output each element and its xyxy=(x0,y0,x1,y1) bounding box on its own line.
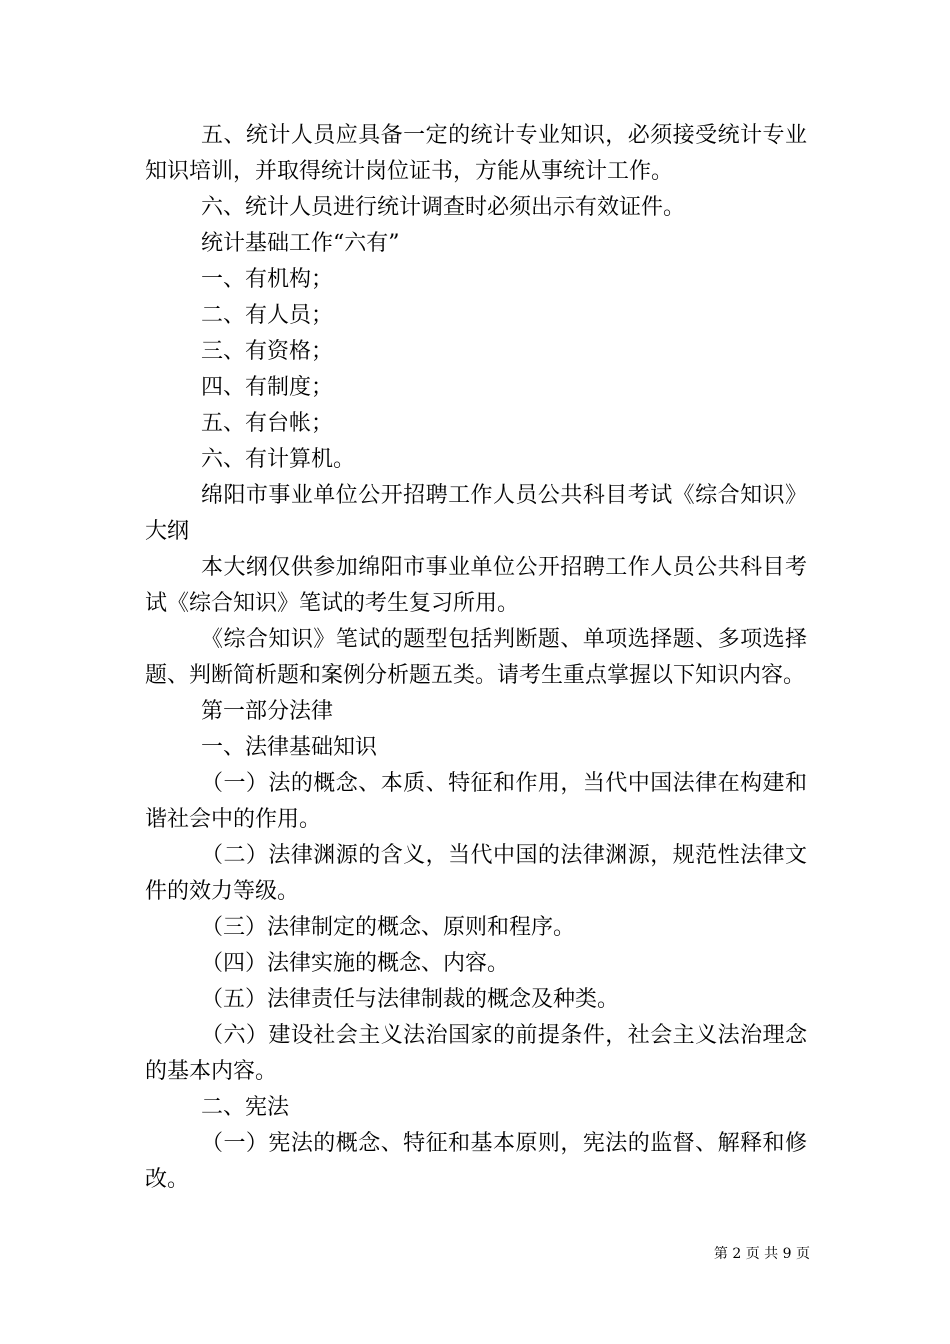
list-item: 四、有制度； xyxy=(201,375,334,400)
page-number: 第 2 页 共 9 页 xyxy=(713,1246,810,1262)
list-item: 二、有人员； xyxy=(201,303,334,328)
section-heading: 统计基础工作“六有” xyxy=(201,231,400,256)
list-item: （五）法律责任与法律制裁的概念及种类。 xyxy=(201,987,620,1012)
section-heading: 二、宪法 xyxy=(201,1095,290,1120)
part-heading: 第一部分法律 xyxy=(201,699,334,724)
list-item: （二）法律渊源的含义，当代中国的法律渊源，规范性法律文件的效力等级。 xyxy=(145,843,807,904)
section-heading: 一、法律基础知识 xyxy=(201,735,378,760)
list-item: （三）法律制定的概念、原则和程序。 xyxy=(201,915,576,940)
list-item: （一）法的概念、本质、特征和作用，当代中国法律在构建和谐社会中的作用。 xyxy=(145,771,807,832)
list-item: （一）宪法的概念、特征和基本原则，宪法的监督、解释和修改。 xyxy=(145,1131,807,1192)
paragraph: 本大纲仅供参加绵阳市事业单位公开招聘工作人员公共科目考试《综合知识》笔试的考生复习所用。 xyxy=(145,555,807,616)
document-title: 绵阳市事业单位公开招聘工作人员公共科目考试《综合知识》大纲 xyxy=(145,483,807,544)
paragraph: 六、统计人员进行统计调查时必须出示有效证件。 xyxy=(201,195,686,220)
list-item: （四）法律实施的概念、内容。 xyxy=(201,951,510,976)
list-item: （六）建设社会主义法治国家的前提条件，社会主义法治理念的基本内容。 xyxy=(145,1023,807,1084)
list-item: 三、有资格； xyxy=(201,339,334,364)
paragraph: 五、统计人员应具备一定的统计专业知识，必须接受统计专业知识培训，并取得统计岗位证书，方能从事统计工作。 xyxy=(145,123,807,184)
list-item: 六、有计算机。 xyxy=(201,447,356,472)
list-item: 五、有台帐； xyxy=(201,411,334,436)
document-body xyxy=(145,118,807,1198)
paragraph: 《综合知识》笔试的题型包括判断题、单项选择题、多项选择题、判断简析题和案例分析题五类。请考生重点掌握以下知识内容。 xyxy=(145,627,807,688)
list-item: 一、有机构； xyxy=(201,267,334,292)
